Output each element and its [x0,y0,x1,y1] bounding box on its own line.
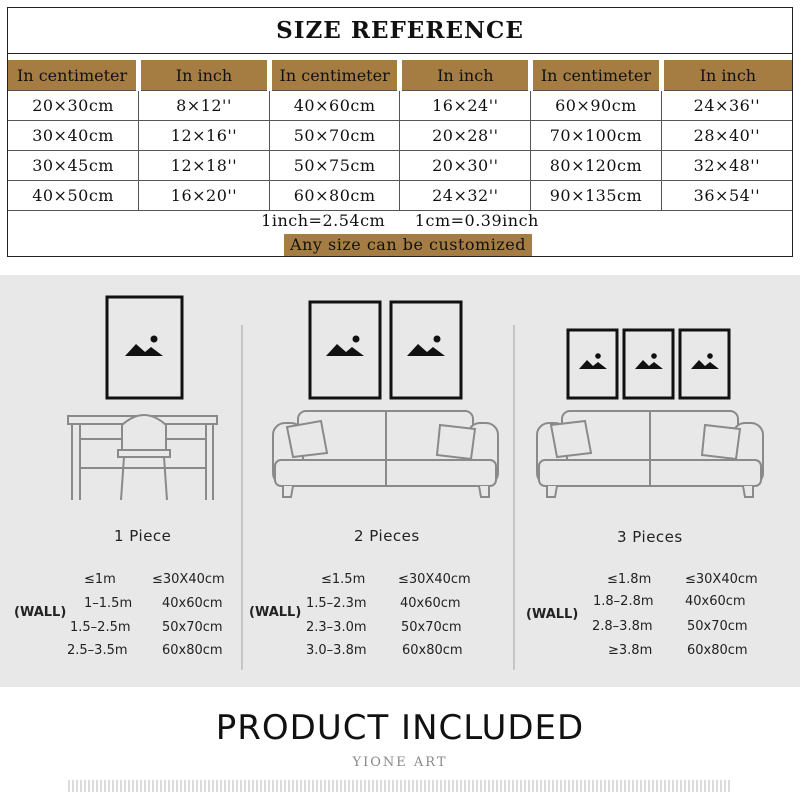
art-size: 50x70cm [162,620,223,635]
wall-width: 1.5–2.5m [70,620,131,635]
table-cell: 30×40cm [8,121,139,151]
art-size: 40x60cm [400,596,461,611]
frame-icon [624,330,673,398]
table-cell: 50×75cm [269,151,400,181]
table-cell: 40×60cm [269,91,400,121]
cm-conversion: 1cm=0.39inch [414,211,539,230]
inch-conversion: 1inch=2.54cm [261,211,386,230]
wall-label: (WALL) [526,607,579,622]
art-size: 40x60cm [685,594,746,609]
sofa-icon [273,411,498,497]
table-row [8,181,792,211]
header-cell: In centimeter [8,60,139,91]
art-size: 40x60cm [162,596,223,611]
table-cell: 60×80cm [269,181,400,211]
size-reference-table [7,7,793,257]
art-size: ≤30X40cm [398,572,471,587]
wall-width: ≥3.8m [608,643,653,658]
header-cell: In inch [400,60,531,91]
wall-label: (WALL) [14,605,67,620]
frame-icon [680,330,729,398]
wall-width: 1.8–2.8m [593,594,654,609]
wall-width: ≤1m [84,572,116,587]
table-cell: 80×120cm [531,151,662,181]
art-size: 60x80cm [687,643,748,658]
table-cell: 20×30'' [400,151,531,181]
panel-two-pieces [243,275,513,687]
wall-width: 2.5–3.5m [67,643,128,658]
art-size: ≤30X40cm [685,572,758,587]
wall-width: 1–1.5m [84,596,133,611]
header-cell: In centimeter [269,60,400,91]
wall-label: (WALL) [249,605,302,620]
size-reference-title: SIZE REFERENCE [8,8,792,54]
wall-width: 3.0–3.8m [306,643,367,658]
table-cell: 12×16'' [139,121,270,151]
wall-width: 2.8–3.8m [592,619,653,634]
chair-icon [118,415,170,500]
table-cell: 20×30cm [8,91,139,121]
table-cell: 24×32'' [400,181,531,211]
table-cell: 24×36'' [661,91,792,121]
art-size: 60x80cm [402,643,463,658]
room-scene-illustration [0,275,800,687]
table-cell: 12×18'' [139,151,270,181]
table-cell: 90×135cm [531,181,662,211]
table-cell: 28×40'' [661,121,792,151]
wall-width: ≤1.5m [321,572,366,587]
custom-size-note: Any size can be customized [284,234,532,256]
product-included-heading: PRODUCT INCLUDED [215,708,585,748]
unit-conversion [8,211,792,230]
table-cell: 16×20'' [139,181,270,211]
table-cell: 36×54'' [661,181,792,211]
table-cell: 8×12'' [139,91,270,121]
wall-width: 2.3–3.0m [306,620,367,635]
table-row [8,91,792,121]
art-size: 50x70cm [687,619,748,634]
art-size: ≤30X40cm [152,572,225,587]
brand-name: YIONE ART [352,755,448,770]
sofa-icon [537,411,763,497]
dotted-divider [68,780,732,792]
frame-icon [310,302,380,398]
table-row [8,151,792,181]
sofa-scene-three-icon [515,275,800,687]
header-cell: In inch [139,60,270,91]
header-cell: In centimeter [531,60,662,91]
header-cell: In inch [661,60,792,91]
art-size: 50x70cm [401,620,462,635]
table-cell: 60×90cm [531,91,662,121]
piece-count-label: 2 Pieces [354,527,420,545]
wall-width: 1.5–2.3m [306,596,367,611]
sofa-scene-two-icon [243,275,513,687]
frame-icon [391,302,461,398]
table-cell: 32×48'' [661,151,792,181]
frame-icon [568,330,617,398]
panel-one-piece [0,275,241,687]
table-cell: 16×24'' [400,91,531,121]
wall-width: ≤1.8m [607,572,652,587]
table-cell: 20×28'' [400,121,531,151]
header-row [8,60,792,91]
art-size: 60x80cm [162,643,223,658]
table-cell: 70×100cm [531,121,662,151]
table-cell: 30×45cm [8,151,139,181]
piece-count-label: 1 Piece [114,527,172,545]
piece-count-label: 3 Pieces [617,528,683,546]
panel-three-pieces [515,275,800,687]
size-grid [8,60,792,211]
table-row [8,121,792,151]
frame-icon [107,297,182,398]
table-cell: 40×50cm [8,181,139,211]
table-cell: 50×70cm [269,121,400,151]
